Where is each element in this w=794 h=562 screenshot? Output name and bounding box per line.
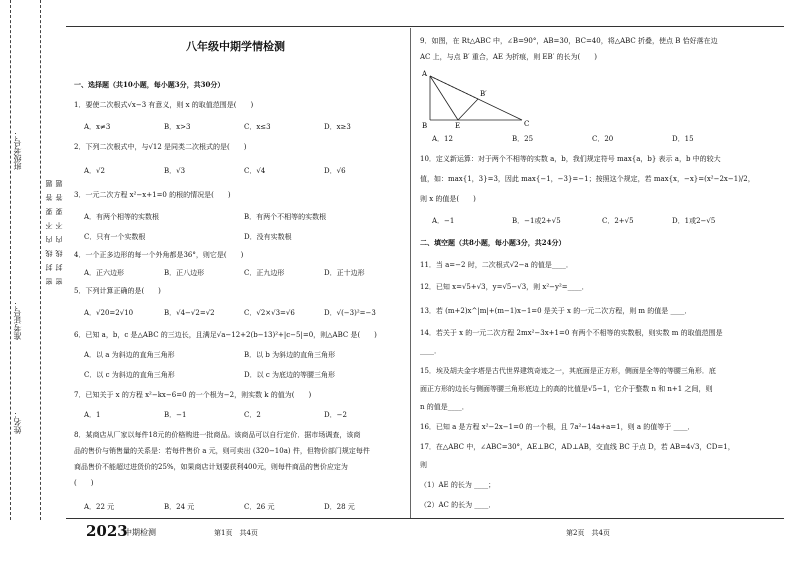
option: B．−1或2+√5 bbox=[512, 217, 561, 225]
option: D．正十边形 bbox=[324, 269, 365, 277]
section-title: 一、选择题（共10小题，每小题3分，共30分） bbox=[74, 80, 225, 89]
page-number: 第1页 共4页 bbox=[214, 529, 258, 537]
question-stem: 值，如：max{1，3}=3，因此 max{−1，−3}=−1；按照这个规定，若 max{x，−x}=(x²−2x−1)/2， bbox=[420, 175, 755, 183]
page-title: 八年级中期学情检测 bbox=[186, 40, 285, 53]
option: A．1 bbox=[84, 411, 101, 419]
option: D．x≥3 bbox=[324, 123, 351, 131]
vertex-label: A bbox=[422, 70, 428, 78]
exam-no-label: 准考证号： bbox=[13, 300, 22, 340]
option: A．x≠3 bbox=[84, 123, 111, 131]
option: B．x>3 bbox=[164, 123, 191, 131]
question-stem: 8．某商店从厂家以每件18元的价格购进一批商品。该商品可以自行定价．据市场调查，该商 bbox=[74, 431, 361, 439]
option: D．没有实数根 bbox=[244, 233, 292, 241]
top-rule bbox=[66, 26, 784, 27]
vertex-label: B′ bbox=[480, 90, 487, 98]
option: A．√20=2√10 bbox=[84, 309, 134, 317]
question-stem: ( ) bbox=[74, 479, 94, 487]
question-stem: 2．下列二次根式中，与√12 是同类二次根式的是( ) bbox=[74, 143, 247, 151]
question-stem: 4．一个正多边形的每一个外角都是36°，则它是( ) bbox=[74, 251, 244, 259]
option: C．2 bbox=[244, 411, 261, 419]
option: D．15 bbox=[672, 135, 694, 143]
question-stem: 17．在△ABC 中，∠ABC=30°，AE⊥BC，AD⊥AB，交直线 BC 于点 D，若 AB=4√3，CD=1， bbox=[420, 443, 735, 451]
option: B．25 bbox=[512, 135, 534, 143]
option: D．以 c 为底边的等腰三角形 bbox=[244, 371, 335, 379]
page-number: 第2页 共4页 bbox=[566, 529, 610, 537]
option: B．正八边形 bbox=[164, 269, 205, 277]
option: B．√3 bbox=[164, 167, 186, 175]
bottom-rule bbox=[66, 518, 784, 519]
binding-dash-line bbox=[40, 0, 41, 520]
question-stem: 品的售价与销售量的关系是：若每件售价 a 元，则可卖出 (320−10a) 件，但物价部门规定每件 bbox=[74, 447, 370, 455]
question-stem: 7．已知关于 x 的方程 x²−kx−6=0 的一个根为−2，则实数 k 的值为( ) bbox=[74, 391, 312, 399]
option: C．20 bbox=[592, 135, 614, 143]
column-divider bbox=[410, 28, 411, 518]
question-stem: 则 x 的值是( ) bbox=[420, 195, 476, 203]
question-stem: 1．要使二次根式√x−3 有意义，则 x 的取值范围是( ) bbox=[74, 101, 254, 109]
option: B．24 元 bbox=[164, 503, 195, 511]
option: A．有两个相等的实数根 bbox=[84, 213, 160, 221]
seal-line-text: 密 封 线 内 不 要 答 题 bbox=[55, 180, 63, 285]
option: B．−1 bbox=[164, 411, 187, 419]
option: A．正六边形 bbox=[84, 269, 125, 277]
section-title: 二、填空题（共8小题，每小题3分，共24分） bbox=[420, 238, 566, 247]
option: C．以 c 为斜边的直角三角形 bbox=[84, 371, 175, 379]
question-stem: 14．若关于 x 的一元二次方程 2mx²−3x+1=0 有两个不相等的实数根，则实数 m 的取值范围是 bbox=[420, 329, 723, 337]
vertex-label: B bbox=[422, 122, 428, 128]
question-stem: 12．已知 x=√5+√3，y=√5−√3，则 x²−y²=____． bbox=[420, 283, 589, 291]
option: A．以 a 为斜边的直角三角形 bbox=[84, 351, 175, 359]
option: B．√4−√2=√2 bbox=[164, 309, 215, 317]
question-stem: （1）AE 的长为 ____； bbox=[420, 481, 496, 489]
option: B．有两个不相等的实数根 bbox=[244, 213, 327, 221]
question-stem: 6．已知 a，b，c 是△ABC 的三边长，且满足√a−12+2(b−13)²+|c−5|=0，则△ABC 是( ) bbox=[74, 331, 377, 339]
question-stem: 5．下列计算正确的是( ) bbox=[74, 287, 161, 295]
option: C．2+√5 bbox=[602, 217, 634, 225]
option: C．√4 bbox=[244, 167, 266, 175]
option: C．26 元 bbox=[244, 503, 275, 511]
option: A．√2 bbox=[84, 167, 105, 175]
question-stem: AC 上，与点 B′ 重合，AE 为折痕，则 EB′ 的长为( ) bbox=[420, 53, 597, 61]
question-stem: 3．一元二次方程 x²−x+1=0 的根的情况是( ) bbox=[74, 191, 231, 199]
binding-dash-line bbox=[10, 0, 11, 520]
footer-exam: 中期检测 bbox=[124, 528, 156, 537]
question-stem: ____． bbox=[420, 347, 441, 355]
option: A．12 bbox=[432, 135, 453, 143]
question-stem: （2）AC 的长为 ____． bbox=[420, 501, 496, 509]
question-stem: 16．已知 a 是方程 x²−2x−1=0 的一个根，且 7a²−14a+a=1，则 a 的值等于 ____． bbox=[420, 423, 695, 431]
option: C．正九边形 bbox=[244, 269, 285, 277]
option: D．1或2−√5 bbox=[672, 217, 716, 225]
option: B．以 b 为斜边的直角三角形 bbox=[244, 351, 336, 359]
option: C．√2×√3=√6 bbox=[244, 309, 295, 317]
question-stem: 13．若 (m+2)x^|m|+(m−1)x−1=0 是关于 x 的一元二次方程，则 m 的值是 ____． bbox=[420, 307, 692, 315]
binding-margin bbox=[0, 0, 64, 562]
option: D．√6 bbox=[324, 167, 346, 175]
vertex-label: C bbox=[524, 120, 530, 128]
name-label: 姓名： bbox=[13, 410, 22, 434]
question-stem: 10．定义新运算：对于两个不相等的实数 a，b，我们规定符号 max{a，b} 表示 a，b 中的较大 bbox=[420, 155, 721, 163]
option: C．只有一个实数根 bbox=[84, 233, 146, 241]
footer-year: 2023 bbox=[86, 522, 128, 540]
triangle-figure bbox=[422, 68, 542, 128]
question-stem: 15．埃及胡夫金字塔是古代世界建筑奇迹之一，其底面是正方形，侧面是全等的等腰三角形．底 bbox=[420, 367, 716, 375]
question-stem: 则 bbox=[420, 461, 427, 469]
seal-line-text: 密 封 线 内 不 要 答 题 bbox=[45, 180, 53, 285]
option: A．−1 bbox=[432, 217, 455, 225]
option: D．28 元 bbox=[324, 503, 355, 511]
question-stem: 商品售价不能超过进货价的25%，如果商店计划要获利400元，则每件商品的售价应定为 bbox=[74, 463, 348, 471]
option: A．22 元 bbox=[84, 503, 115, 511]
option: C．x≤3 bbox=[244, 123, 271, 131]
option: D．√(−3)²=−3 bbox=[324, 309, 376, 317]
question-stem: 9．如图，在 Rt△ABC 中，∠B=90°，AB=30，BC=40，将△ABC 折叠，使点 B 恰好落在边 bbox=[420, 37, 718, 45]
question-stem: 11．当 a=−2 时，二次根式√2−a 的值是____． bbox=[420, 261, 573, 269]
question-stem: 面正方形的边长与侧面等腰三角形底边上的高的比值是√5−1，它介于整数 n 和 n+1 之间，则 bbox=[420, 385, 713, 393]
vertex-label: E bbox=[455, 122, 461, 128]
question-stem: n 的值是____． bbox=[420, 403, 469, 411]
option: D．−2 bbox=[324, 411, 347, 419]
class-label: 班级考号： bbox=[13, 130, 22, 170]
